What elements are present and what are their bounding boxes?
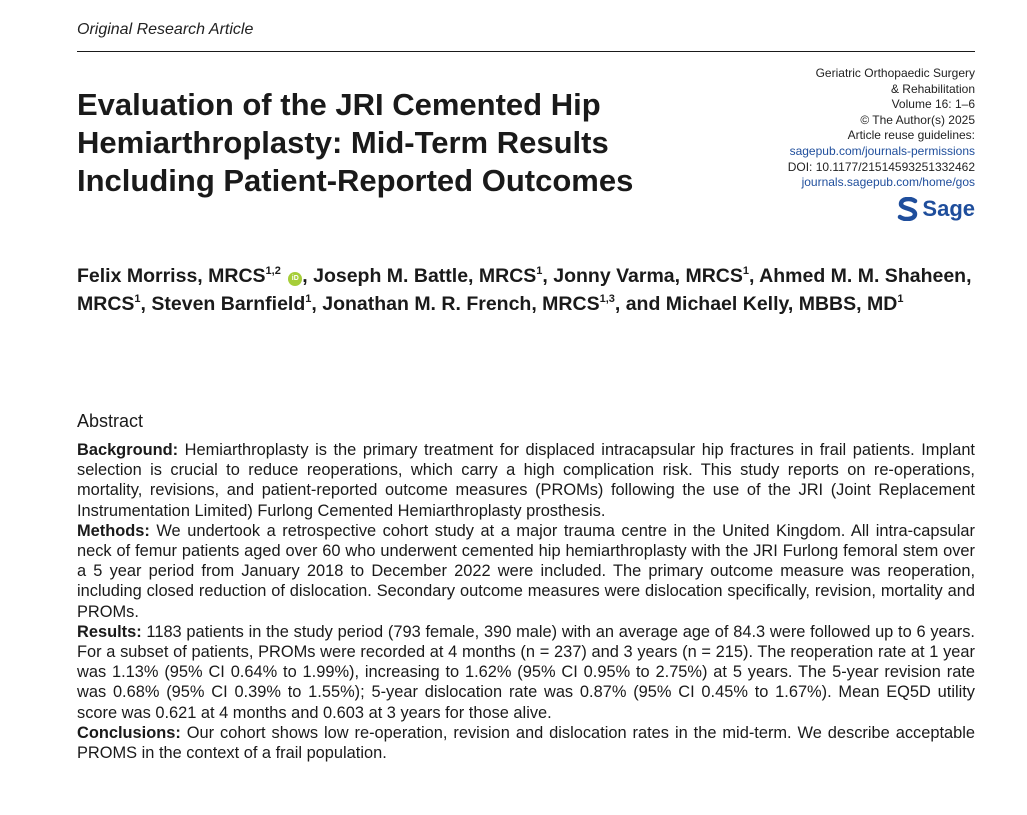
article-type-label: Original Research Article — [77, 21, 254, 38]
affiliation-marker: 1,2 — [265, 265, 281, 277]
background-label: Background: — [77, 441, 179, 459]
abstract-heading: Abstract — [77, 411, 144, 431]
sage-logo — [897, 196, 975, 222]
reuse-label: Article reuse guidelines: — [847, 128, 975, 143]
copyright-notice: © The Author(s) 2025 — [860, 112, 975, 127]
permissions-link[interactable]: sagepub.com/journals-permissions — [789, 143, 975, 158]
abstract-background — [77, 440, 975, 521]
journal-meta — [788, 66, 975, 191]
affiliation-marker: 1 — [897, 293, 904, 305]
affiliation-marker: 1 — [134, 293, 141, 305]
conclusions-text: Our cohort shows low re-operation, revision and dislocation rates in the mid-term. We describe acceptable PROMS in the context of a frail population. — [77, 723, 975, 763]
sage-logo-text: Sage — [922, 196, 975, 221]
results-label: Results: — [77, 622, 142, 641]
background-text: Hemiarthroplasty is the primary treatment for displaced intracapsular hip fractures in frail patients. Implant selection is crucial to reduce reoperations, which carry a high complication risk. This study reports on re-operations, mortality, revisions, and patient-reported outcome measures (PROMs) following the use of the JRI (Joint Replacement Instrumentation Limited) Furlong Cemented Hemiarthroplasty prosthesis. — [77, 441, 975, 520]
author-name[interactable]: , and Michael Kelly, MBBS, MD — [614, 293, 898, 315]
results-text: 1183 patients in the study period (793 female, 390 male) with an average age of 84.3 were followed up to 6 years. For a subset of patients, PROMs were recorded at 4 months (n = 237) and 3 years (n = 215). The reoperation rate at 1 year was 1.13% (95% CI 0.64% to 1.99%), increasing to 1.62% (95% CI 0.95% to 2.75%) at 5 years. The 5-year revision rate was 0.68% (95% CI 0.39% to 1.55%); 5-year dislocation rate was 0.87% (95% CI 0.45% to 1.67%). Mean EQ5D utility score was 0.621 at 4 months and 0.603 at 3 years for those alive. — [77, 622, 975, 722]
orcid-icon[interactable]: iD — [288, 272, 302, 286]
affiliation-marker: 1 — [536, 265, 543, 277]
abstract-results — [77, 622, 975, 723]
journal-name-line2: & Rehabilitation — [890, 81, 975, 96]
article-title: Evaluation of the JRI Cemented Hip Hemiarthroplasty: Mid-Term Results Including Patient-Reported Outcomes — [77, 87, 634, 198]
author-list — [77, 262, 982, 318]
journal-volume: Volume 16: 1–6 — [891, 97, 975, 112]
journal-name-line1: Geriatric Orthopaedic Surgery — [815, 66, 975, 80]
sage-s-icon — [897, 197, 919, 221]
author-name[interactable]: , Steven Barnfield — [140, 293, 306, 315]
affiliation-marker: 1,3 — [599, 293, 615, 305]
author-name[interactable]: , Jonathan M. R. French, MRCS — [311, 293, 600, 315]
header-divider — [77, 51, 975, 52]
abstract-body — [77, 440, 975, 763]
author-name[interactable]: Felix Morriss, MRCS — [77, 265, 266, 287]
affiliation-marker: 1 — [305, 293, 312, 305]
doi: DOI: 10.1177/21514593251332462 — [787, 159, 975, 174]
author-name[interactable]: , Ahmed M. M. Shaheen, MRCS — [77, 265, 972, 315]
affiliation-marker: 1 — [742, 265, 750, 277]
journal-home-link[interactable]: journals.sagepub.com/home/gos — [801, 175, 975, 190]
methods-text: We undertook a retrospective cohort study at a major trauma centre in the United Kingdom. All intra-capsular neck of femur patients aged over 60 who underwent cemented hip hemiarthroplasty with the JRI Furlong femoral stem over a 5 year period from January 2018 to December 2022 were included. The primary outcome measure was reoperation, including closed reduction of dislocation. Secondary outcome measures were dislocation specifically, revision, mortality and PROMs. — [77, 521, 975, 621]
author-name[interactable]: , Jonny Varma, MRCS — [542, 265, 743, 287]
author-name[interactable]: , Joseph M. Battle, MRCS — [302, 265, 537, 287]
abstract-methods — [77, 521, 975, 622]
abstract-conclusions — [77, 723, 975, 763]
conclusions-label: Conclusions: — [77, 723, 181, 742]
methods-label: Methods: — [77, 521, 150, 540]
